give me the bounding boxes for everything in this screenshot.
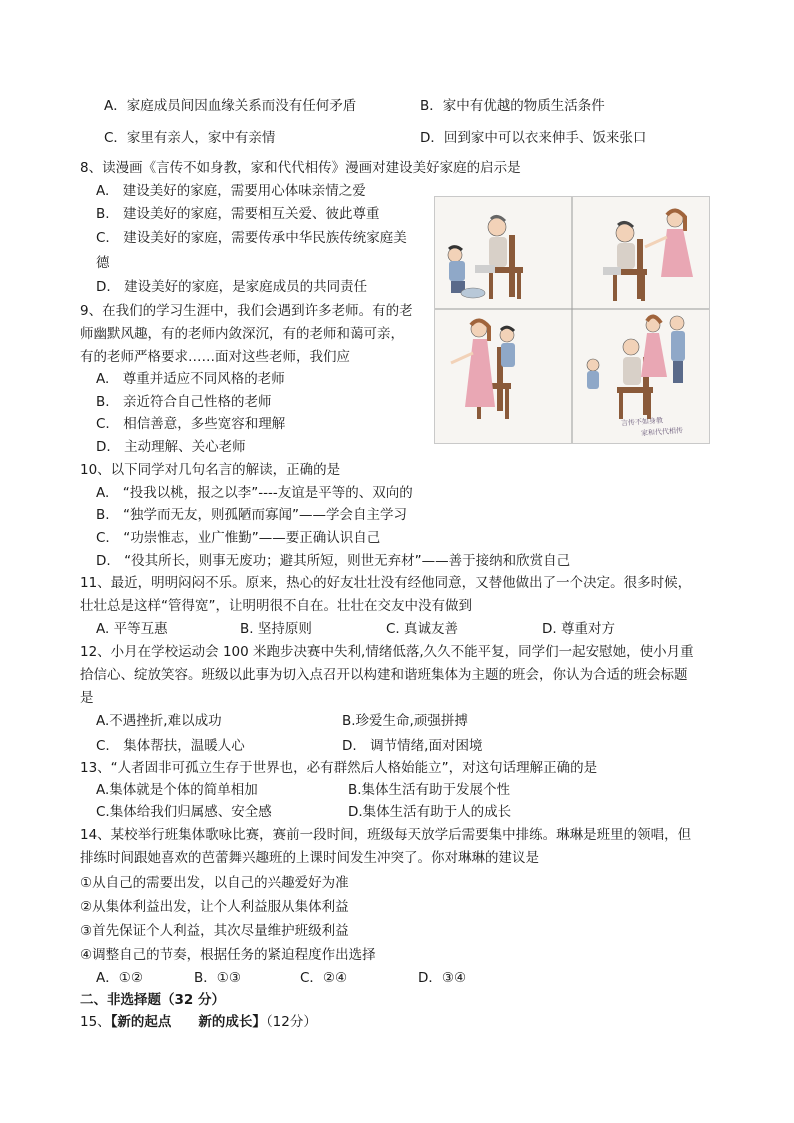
q10-option-a: A. “投我以桃，报之以李”----友谊是平等的、双向的 (96, 485, 413, 501)
q14-stem-line2: 排练时间跟她喜欢的芭蕾舞兴趣班的上课时间发生冲突了。你对琳琳的建议是 (80, 850, 539, 866)
q11-option-a: A. 平等互惠 (96, 621, 168, 637)
q14-statement-3: ③首先保证个人利益，其次尽量维护班级利益 (80, 923, 349, 939)
q8-option-c-cont: 德 (96, 255, 110, 271)
q7-option-b: B．家中有优越的物质生活条件 (420, 98, 605, 114)
q9-stem-line1: 9、在我们的学习生涯中，我们会遇到许多老师。有的老 (80, 303, 413, 319)
q12-option-d: D. 调节情绪,面对困境 (342, 738, 483, 754)
q12-stem-line1: 12、小月在学校运动会 100 米跑步决赛中失利,情绪低落,久久不能平复，同学们一起安慰她，使小月重 (80, 644, 694, 660)
q8-option-c: C. 建设美好的家庭，需要传承中华民族传统家庭美 (96, 230, 407, 246)
q10-option-b: B. “独学而无友，则孤陋而寡闻”——学会自主学习 (96, 507, 408, 523)
q11-option-c: C. 真诚友善 (386, 621, 459, 637)
q14-option-c: C．②④ (300, 970, 348, 986)
q14-option-a: A．①② (96, 970, 143, 986)
q12-stem-line3: 是 (80, 690, 94, 706)
q7-option-a: A．家庭成员间因血缘关系而没有任何矛盾 (104, 98, 357, 114)
section-two-title: 二、非选择题（32 分） (80, 992, 225, 1008)
q8-option-d: D. 建设美好的家庭，是家庭成员的共同责任 (96, 279, 368, 295)
q13-stem: 13、“人者固非可孤立生存于世界也，必有群然后人格始能立”，对这句话理解正确的是 (80, 760, 598, 776)
comic-signature-line1: 言传不如身教 (620, 416, 664, 428)
q15-score: （12分） (265, 1014, 317, 1030)
q9-option-c: C. 相信善意，多些宽容和理解 (96, 416, 286, 432)
q13-option-a: A.集体就是个体的简单相加 (96, 782, 258, 798)
q8-option-a: A. 建设美好的家庭，需要用心体味亲情之爱 (96, 183, 366, 199)
q15-heading (80, 1012, 317, 1032)
q14-stem-line1: 14、某校举行班集体歌咏比赛，赛前一段时间，班级每天放学后需要集中排练。琳琳是班里的领唱，但 (80, 827, 692, 843)
comic-panel-3 (451, 320, 515, 419)
q14-option-d: D．③④ (418, 970, 467, 986)
q8-stem: 8、读漫画《言传不如身教，家和代代相传》漫画对建设美好家庭的启示是 (80, 160, 521, 176)
q13-option-d: D.集体生活有助于人的成长 (348, 804, 512, 820)
q12-option-a: A.不遇挫折,难以成功 (96, 713, 222, 729)
q13-option-b: B.集体生活有助于发展个性 (348, 782, 511, 798)
q11-stem-line1: 11、最近，明明闷闷不乐。原来，热心的好友壮壮没有经他同意，又替他做出了一个决定。很多时候， (80, 575, 692, 591)
comic-panel-2 (603, 210, 693, 301)
family-comic-illustration (434, 196, 710, 444)
q9-stem-line3: 有的老师严格要求……面对这些老师，我们应 (80, 349, 350, 365)
q9-option-b: B. 亲近符合自己性格的老师 (96, 394, 272, 410)
q12-option-b: B.珍爱生命,顽强拼搏 (342, 713, 468, 729)
comic-drawing (435, 197, 709, 443)
q12-stem-line2: 拾信心、绽放笑容。班级以此事为切入点召开以构建和谐班集体为主题的班会，你认为合适的班会标题 (80, 667, 688, 683)
q10-option-d: D. “役其所长，则事无废功；避其所短，则世无弃材”——善于接纳和欣赏自己 (96, 553, 571, 569)
q13-option-c: C.集体给我们归属感、安全感 (96, 804, 272, 820)
q15-number: 15、 (80, 1014, 111, 1030)
q7-option-d: D．回到家中可以衣来伸手、饭来张口 (420, 130, 647, 146)
q14-option-b: B．①③ (194, 970, 241, 986)
q9-option-a: A. 尊重并适应不同风格的老师 (96, 371, 285, 387)
q10-option-c: C. “功崇惟志，业广惟勤”——要正确认识自己 (96, 530, 381, 546)
q14-statement-1: ①从自己的需要出发，以自己的兴趣爱好为准 (80, 875, 349, 891)
q11-option-b: B. 坚持原则 (240, 621, 312, 637)
q7-option-c: C．家里有亲人，家中有亲情 (104, 130, 276, 146)
q14-statement-2: ②从集体利益出发，让个人利益服从集体利益 (80, 899, 349, 915)
q11-option-d: D. 尊重对方 (542, 621, 615, 637)
comic-panel-1 (448, 216, 523, 299)
q11-stem-line2: 壮壮总是这样“管得宽”，让明明很不自在。壮壮在交友中没有做到 (80, 598, 472, 614)
q9-option-d: D. 主动理解、关心老师 (96, 439, 246, 455)
q12-option-c: C. 集体帮扶，温暖人心 (96, 738, 245, 754)
q15-title: 【新的起点 新的成长】 (110, 1014, 266, 1030)
comic-panel-4 (587, 316, 685, 419)
q10-stem: 10、以下同学对几句名言的解读，正确的是 (80, 462, 341, 478)
comic-signature-line2: 家和代代相传 (640, 426, 684, 438)
q9-stem-line2: 师幽默风趣，有的老师内敛深沉，有的老师和蔼可亲， (80, 326, 404, 342)
q8-option-b: B. 建设美好的家庭，需要相互关爱、彼此尊重 (96, 206, 380, 222)
q14-statement-4: ④调整自己的节奏，根据任务的紧迫程度作出选择 (80, 947, 376, 963)
